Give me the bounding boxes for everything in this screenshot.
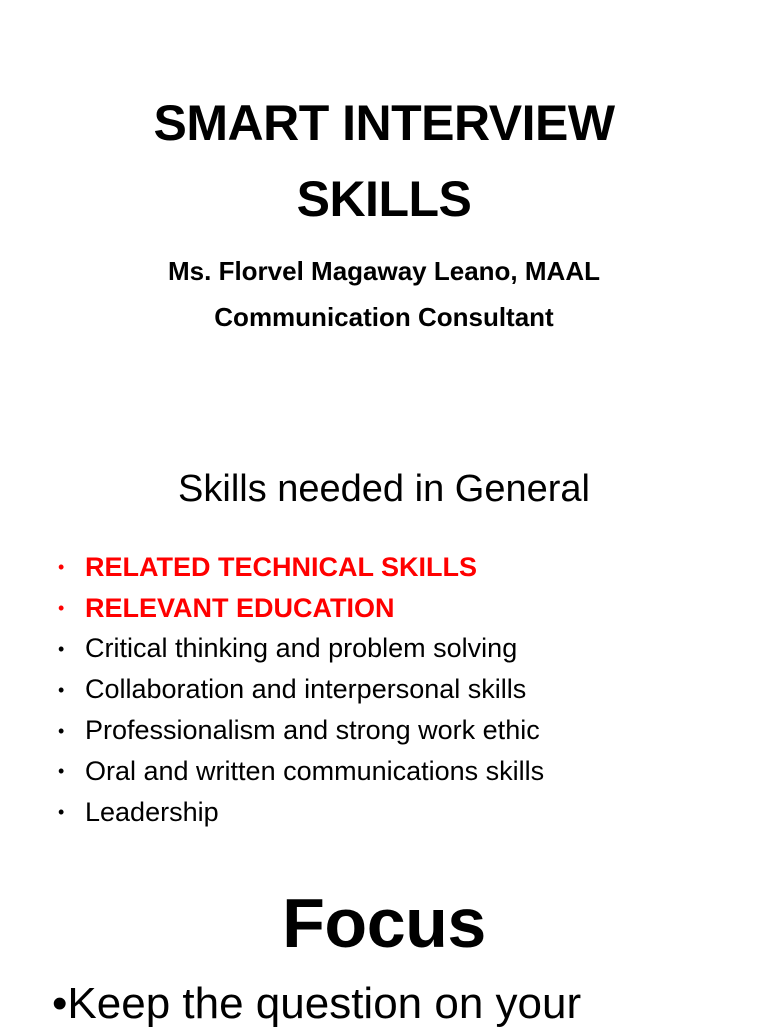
skills-list-item	[55, 669, 544, 710]
skills-list-item-text: Collaboration and interpersonal skills	[85, 674, 527, 705]
skills-list-item	[55, 629, 544, 670]
bullet-marker: •	[58, 679, 65, 700]
bullet-marker: •	[58, 598, 65, 619]
bullet-marker: •	[58, 802, 65, 823]
presenter-role: Communication Consultant	[214, 302, 554, 332]
bullet-marker: •	[58, 638, 65, 659]
skills-list-item-text: RELEVANT EDUCATION	[85, 592, 395, 623]
presenter-name: Ms. Florvel Magaway Leano, MAAL	[168, 256, 600, 286]
skills-list-item-text: Critical thinking and problem solving	[85, 633, 518, 664]
skills-list	[55, 547, 544, 833]
skills-list-item	[55, 792, 544, 833]
skills-list-item	[55, 547, 544, 588]
focus-bullet-text: •Keep the question on your	[52, 979, 582, 1028]
skills-list-item	[55, 751, 544, 792]
slide-title-line-1: SMART INTERVIEW	[153, 95, 615, 151]
bullet-marker: •	[58, 720, 65, 741]
skills-list-item-text: Leadership	[85, 796, 219, 827]
focus-heading: Focus	[282, 884, 486, 962]
bullet-marker: •	[58, 557, 65, 578]
skills-list-item-text: Professionalism and strong work ethic	[85, 715, 540, 746]
skills-heading: Skills needed in General	[178, 468, 590, 510]
skills-list-item-text: Oral and written communications skills	[85, 755, 545, 786]
skills-list-item	[55, 588, 544, 629]
skills-list-item	[55, 710, 544, 751]
slide-title-line-2: SKILLS	[296, 171, 472, 227]
skills-list-item-text: RELATED TECHNICAL SKILLS	[85, 551, 478, 582]
bullet-marker: •	[58, 761, 65, 782]
